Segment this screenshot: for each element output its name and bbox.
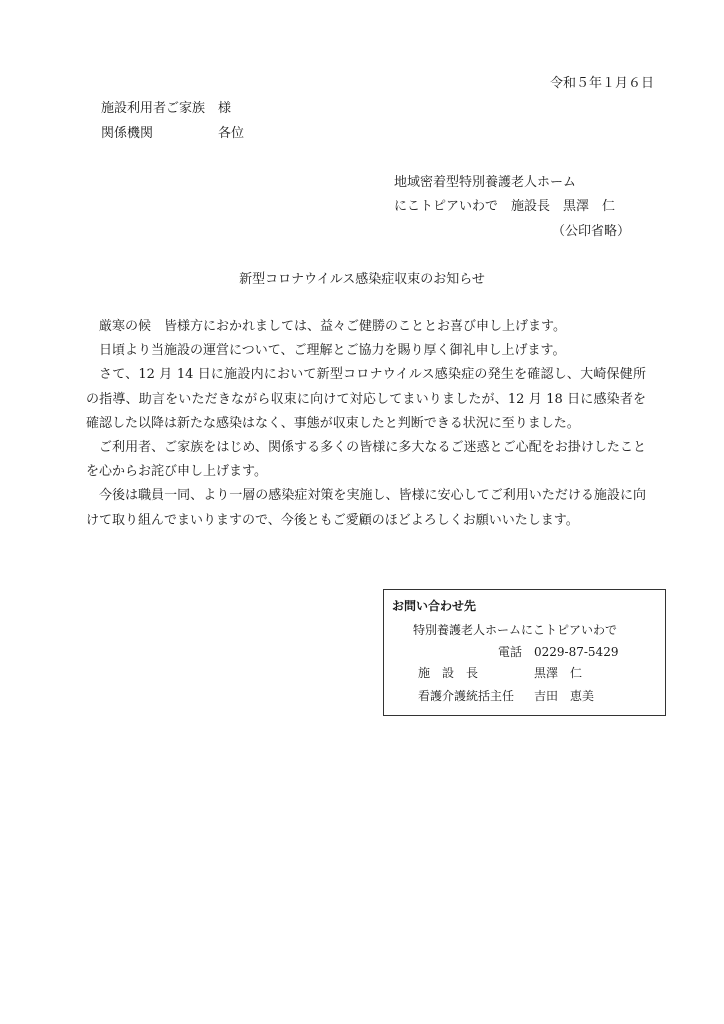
sender-facility-director: にこトピアいわで 施設長 黒澤 仁 [394, 199, 616, 214]
body-paragraph-apology: ご利用者、ご家族をはじめ、関係する多くの皆様に多大なるご迷惑とご心配をお掛けしたことを心からお詫び申し上げます。 [86, 440, 646, 480]
contact-director-name: 黒澤 仁 [534, 666, 583, 680]
contact-director-title: 施 設 長 [418, 666, 479, 680]
contact-organization: 特別養護老人ホームにこトピアいわで [413, 623, 618, 637]
body-paragraph-closing: 今後は職員一同、より一層の感染症対策を実施し、皆様に安心してご利用いただける施設に向けて取り組んでまいりますので、今後ともご愛顧のほどよろしくお願いいたします。 [86, 488, 646, 528]
contact-box [383, 589, 666, 716]
notice-title: 新型コロナウイルス感染症収束のお知らせ [239, 272, 485, 287]
addressee-agencies-label: 関係機関 [101, 126, 154, 141]
contact-nurse-name: 吉田 恵美 [534, 689, 595, 703]
contact-phone: 電話 0229-87-5429 [498, 645, 619, 659]
addressee-agencies-honorific: 各位 [218, 126, 245, 141]
body-paragraph-thanks: 日頃より当施設の運営について、ご理解とご協力を賜り厚く御礼申し上げます。 [99, 343, 566, 359]
notice-body [86, 315, 646, 533]
body-paragraph-outbreak: さて、12 月 14 日に施設内において新型コロナウイルス感染症の発生を確認し、大崎保健所の指導、助言をいただきながら収束に向けて対応してまいりましたが、12 月 18 日に感染者を確認した以降は新たな感染はなく、事態が収束したと判断できる状況に至りました。 [86, 367, 646, 431]
addressee-agencies [101, 122, 245, 141]
document-date: 令和５年１月６日 [549, 76, 654, 91]
addressee-families: 施設利用者ご家族 様 [101, 101, 232, 116]
contact-heading: お問い合わせ先 [392, 599, 477, 613]
body-paragraph-greeting: 厳寒の候 皆様方におかれましては、益々ご健勝のこととお喜び申し上げます。 [99, 319, 566, 334]
contact-nurse-title: 看護介護統括主任 [418, 689, 515, 703]
sender-organization: 地域密着型特別養護老人ホーム [394, 175, 577, 190]
seal-omitted-note: （公印省略） [552, 224, 631, 239]
